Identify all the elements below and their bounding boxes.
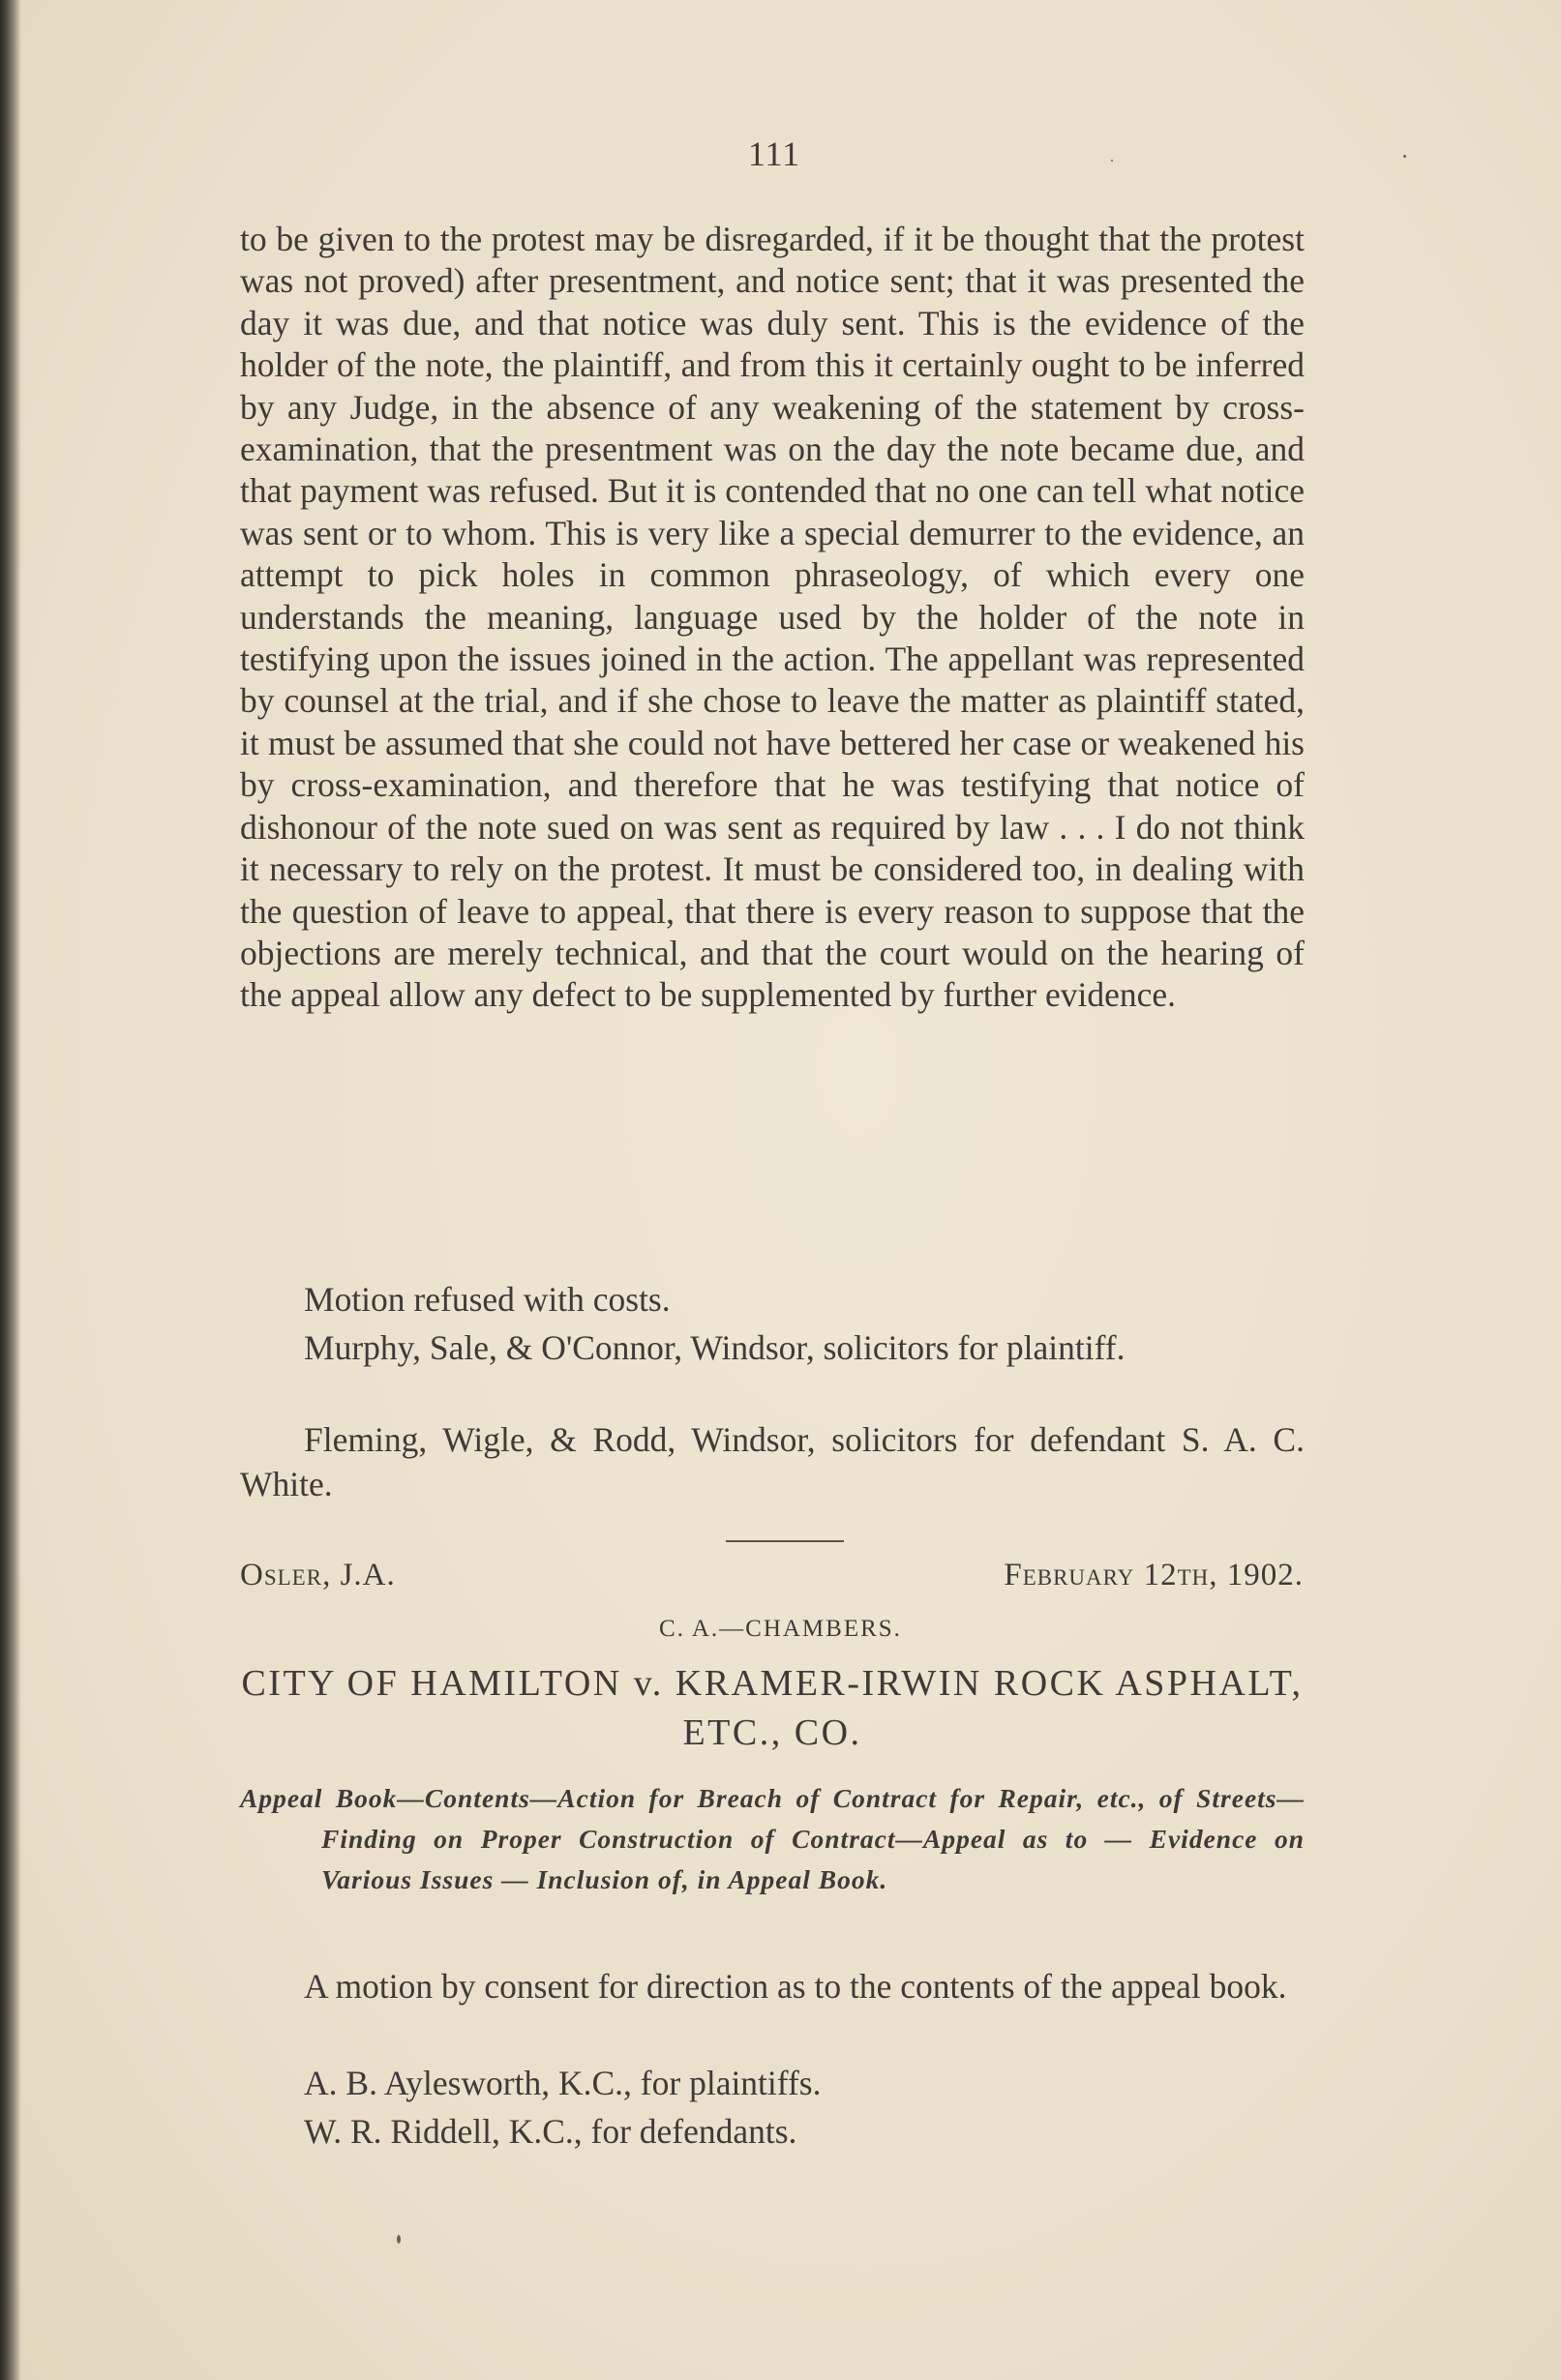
- solicitors-for-defendant: Fleming, Wigle, & Rodd, Windsor, solicitors for defendant S. A. C. White.: [240, 1420, 1305, 1503]
- counsel-for-plaintiffs: A. B. Aylesworth, K.C., for plaintiffs.: [304, 2064, 822, 2102]
- solicitors-for-plaintiff: Murphy, Sale, & O'Connor, Windsor, solicitors for plaintiff.: [304, 1328, 1126, 1367]
- paper-speck: [1111, 160, 1113, 162]
- section-divider: [726, 1540, 844, 1542]
- counsel-for-defendants: W. R. Riddell, K.C., for defendants.: [304, 2112, 797, 2151]
- motion-refused-line: Motion refused with costs.: [304, 1280, 671, 1319]
- main-paragraph-text: to be given to the protest may be disregarded, if it be thought that the protest was not proved) after presentment, and notice sent; that it was presented the day it was due, and that notice was duly sent. This is the evidence of the holder of the note, the plaintiff, and from this it certainly ought to be inferred by any Judge, in the absence of any weakening of the statement by cross-examination, that the presentment was on the day the note became due, and that payment was refused. But it is contended that no one can tell what notice was sent or to whom. This is very like a special demurrer to the evidence, an attempt to pick holes in common phraseology, of which every one understands the meaning, language used by the holder of the note in testifying upon the issues joined in the action. The appellant was represented by counsel at the trial, and if she chose to leave the matter as plaintiff stated, it must be assumed that she could not have bettered her case or weakened his by cross-examination, and therefore that he was testifying that notice of dishonour of the note sued on was sent as required by law . . . I do not think it necessary to rely on the protest. It must be considered too, in dealing with the question of leave to appeal, that there is every reason to suppose that the objections are merely technical, and that the court would on the hearing of the appeal allow any defect to be supplemented by further evidence.: [240, 220, 1305, 1015]
- case-title: CITY OF HAMILTON v. KRAMER-IRWIN ROCK ASPHALT, ETC., CO.: [241, 1663, 1304, 1753]
- court-heading: C. A.—CHAMBERS.: [659, 1616, 902, 1642]
- judge-name: Osler, J.A.: [240, 1558, 396, 1592]
- body-paragraph: [240, 219, 1305, 1017]
- paper-speck: [397, 2235, 401, 2244]
- motion-paragraph: A motion by consent for direction as to the contents of the appeal book.: [304, 1967, 1287, 2006]
- page-number: 111: [747, 134, 801, 173]
- paper-speck: [1403, 155, 1406, 158]
- headnote: Appeal Book—Contents—Action for Breach of Contract for Repair, etc., of Streets—Finding on Proper Construction of Contract—Appeal as to — Evidence on Various Issues — Inclusion of, in Appeal Book.: [240, 1783, 1305, 1894]
- decision-date: February 12th, 1902.: [1004, 1558, 1304, 1592]
- binding-edge: [0, 0, 21, 2380]
